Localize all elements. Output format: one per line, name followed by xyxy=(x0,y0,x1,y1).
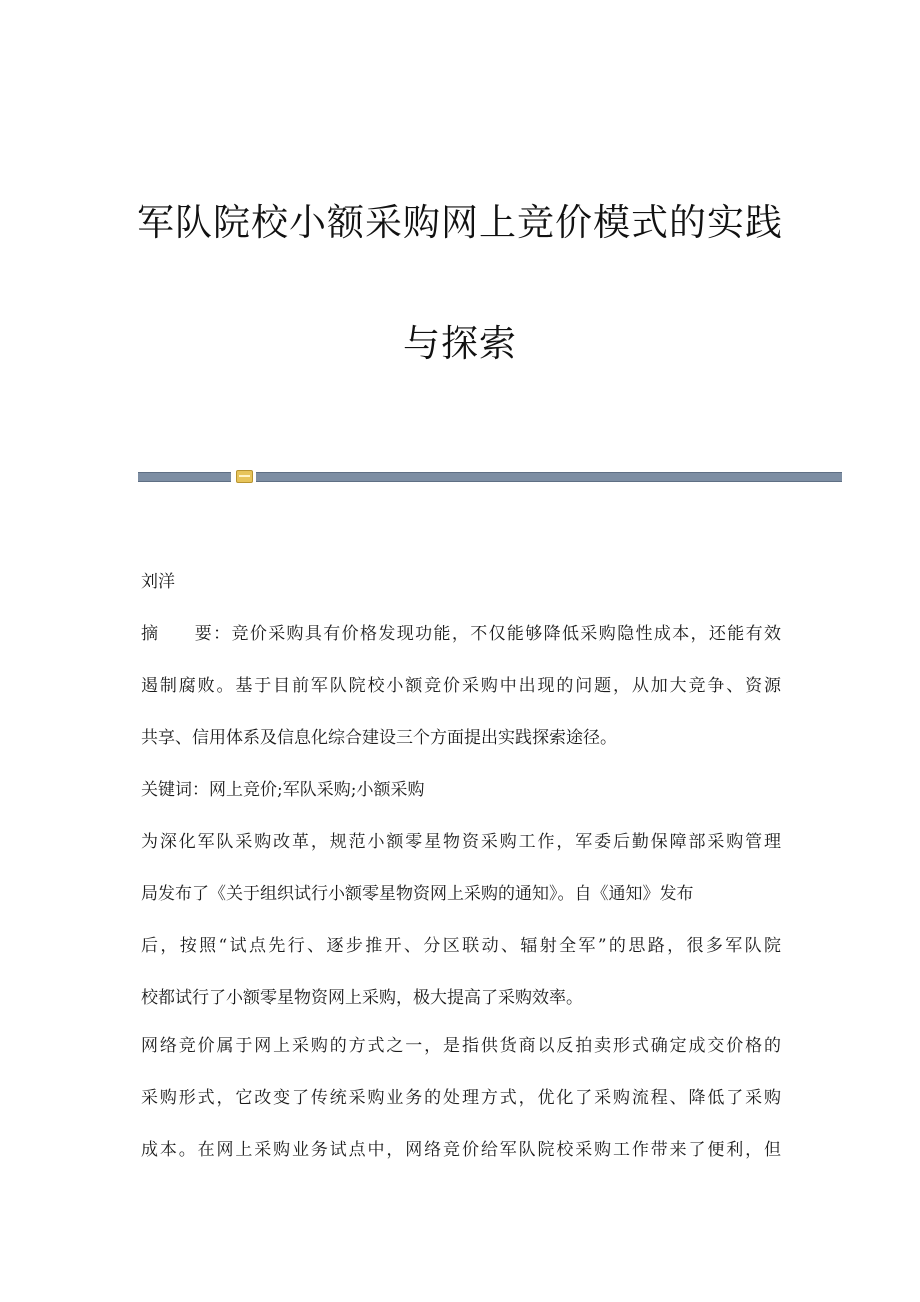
paragraph-line: 校都试行了小额零星物资网上采购，极大提高了采购效率。 xyxy=(141,988,583,1008)
divider-bar-left xyxy=(138,472,231,482)
body-paragraph-2 xyxy=(141,1020,781,1176)
abstract-label-b: 要： xyxy=(193,624,232,644)
abstract-text: 竞价采购具有价格发现功能，不仅能够降低采购隐性成本，还能有效 xyxy=(231,624,782,644)
paragraph-line: 网络竞价属于网上采购的方式之一，是指供货商以反拍卖形式确定成交价格的 xyxy=(141,1036,781,1056)
paragraph-line: 成本。在网上采购业务试点中，网络竞价给军队院校采购工作带来了便利，但 xyxy=(141,1140,781,1160)
abstract-label-a: 摘 xyxy=(141,624,160,644)
abstract-line: 共享、信用体系及信息化综合建设三个方面提出实践探索途径。 xyxy=(141,728,617,748)
abstract xyxy=(141,608,781,764)
divider-ornament-icon xyxy=(236,470,253,483)
title-divider xyxy=(138,470,842,482)
abstract-line xyxy=(141,608,781,660)
paragraph-line: 为深化军队采购改革，规范小额零星物资采购工作，军委后勤保障部采购管理 xyxy=(141,832,781,852)
divider-bar-right xyxy=(256,472,842,482)
body-paragraph-1 xyxy=(141,816,781,1024)
keywords-line xyxy=(141,764,781,816)
paragraph-line: 采购形式，它改变了传统采购业务的处理方式，优化了采购流程、降低了采购 xyxy=(141,1088,781,1108)
author xyxy=(141,556,781,608)
document-title-line-1: 军队院校小额采购网上竞价模式的实践 xyxy=(137,201,783,244)
document-title-line-2: 与探索 xyxy=(403,322,517,365)
keywords-value: 网上竞价;军队采购;小额采购 xyxy=(209,780,425,800)
keywords xyxy=(141,764,781,816)
paragraph-line: 局发布了《关于组织试行小额零星物资网上采购的通知》。自《通知》发布 xyxy=(141,884,694,904)
abstract-line: 遏制腐败。基于目前军队院校小额竞价采购中出现的问题，从加大竞争、资源 xyxy=(141,676,781,696)
author-name: 刘洋 xyxy=(141,572,175,592)
keywords-label: 关键词： xyxy=(141,780,209,800)
paragraph-line: 后，按照“试点先行、逐步推开、分区联动、辐射全军”的思路，很多军队院 xyxy=(141,936,781,956)
